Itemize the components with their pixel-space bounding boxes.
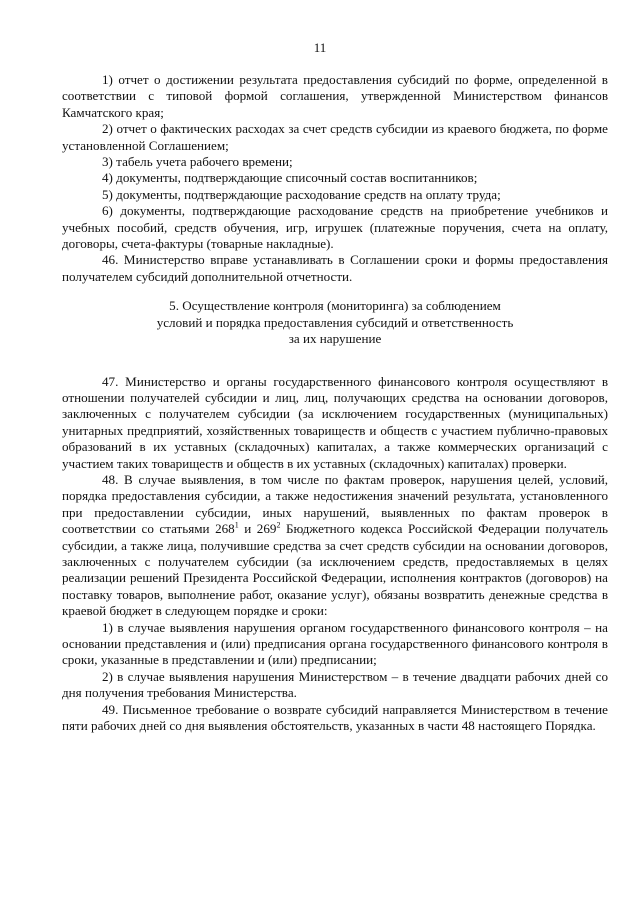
paragraph-48-text-c: Бюджетного кодекса Российской Федерации получатель субсидии, а также лица, получившие средства за счет средств субсидии на основании договоров, заключенных с получателем субсидии (за исключением средств, предоставляемых в целях реализации решений Президента Российской Федерации, исполнения контрактов (договоров) на поставку товаров, выполнение работ, оказание услуг), обязаны возвратить денежные средства в краевой бюджет в следующем порядке и сроки: [62, 521, 608, 619]
section-heading-line-3: за их нарушение [288, 331, 382, 347]
report-item-1: 1) отчет о достижении результата предоставления субсидий по форме, определенной в соответствии с типовой формой соглашения, утвержденной Министерством финансов Камчатского края; [62, 72, 608, 120]
paragraph-48-subitem-2: 2) в случае выявления нарушения Министерством – в течение двадцати рабочих дней со дня получения требования Министерства. [62, 668, 608, 701]
paragraph-49: 49. Письменное требование о возврате субсидий направляется Министерством в течение пяти рабочих дней со дня выявления обстоятельств, указанных в части 48 настоящего Порядка. [62, 701, 608, 734]
page-number: 11 [313, 40, 327, 55]
section-heading-line-1: 5. Осуществление контроля (мониторинга) за соблюдением [169, 298, 501, 314]
paragraph-47: 47. Министерство и органы государственного финансового контроля осуществляют в отношении получателей субсидии и лиц, лиц, получающих средства на основании договоров, заключенных с получателем субсидии (за исключением государственных (муниципальных) унитарных предприятий, хозяйственных товариществ и обществ с участием публично-правовых образований в их уставных (складочных) капиталах, а также коммерческих организаций с участием таких товариществ и обществ в их уставных (складочных) капиталах) проверки. [62, 373, 608, 471]
report-item-2: 2) отчет о фактических расходах за счет средств субсидии из краевого бюджета, по форме установленной Соглашением; [62, 121, 608, 153]
section-heading [62, 298, 608, 347]
report-item-5: 5) документы, подтверждающие расходование средств на оплату труда; [102, 186, 501, 202]
report-item-6: 6) документы, подтверждающие расходование средств на приобретение учебников и учебных пособий, средств обучения, игр, игрушек (платежные поручения, счета на оплату, договоры, счета-фактуры (товарные накладные). [62, 203, 608, 252]
report-item-4: 4) документы, подтверждающие списочный состав воспитанников; [102, 170, 478, 186]
paragraph-46: 46. Министерство вправе устанавливать в Соглашении сроки и формы предоставления получателем субсидий дополнительной отчетности. [62, 252, 608, 284]
section-heading-line-2: условий и порядка предоставления субсидий и ответственность [156, 314, 514, 330]
paragraph-48-text-b: и 269 [238, 521, 277, 537]
paragraph-48-subitem-1: 1) в случае выявления нарушения органом государственного финансового контроля – на основании представления и (или) предписания органа государственного финансового контроля в сроки, указанные в представлении и (или) предписании; [62, 619, 608, 668]
report-item-3: 3) табель учета рабочего времени; [102, 154, 293, 170]
superscript-2: 2 [276, 520, 281, 530]
superscript-1: 1 [234, 520, 239, 530]
paragraph-48-text-a: 48. В случае выявления, в том числе по фактам проверок, нарушения целей, условий, порядка предоставления субсидии, а также недостижения значений результата, установленного при предоставлении субсидии, иных нарушений, выявленных по фактам проверок в соответствии со статьями 268 [62, 471, 608, 537]
paragraph-48 [62, 472, 608, 620]
document-body [62, 72, 608, 734]
